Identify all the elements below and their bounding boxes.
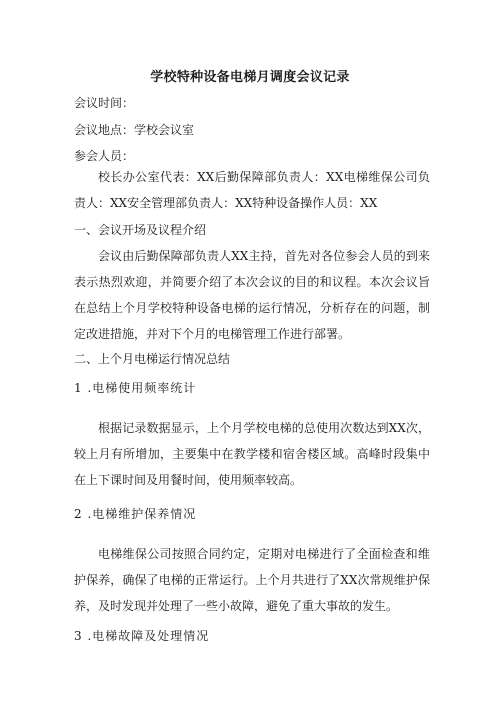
attendees-label-line: 参会人员： (74, 149, 135, 163)
section1-body-paragraph: 会议由后勤保障部负责人XX主持，首先对各位参会人员的到来表示热烈欢迎，并简要介绍了本次会议的目的和议程。本次会议旨在总结上个月学校特种设备电梯的运行情况，分析存在的问题，制定改进措施，并对下个月的电梯管理工作进行部署。 (74, 249, 430, 341)
section2-heading: 二、上个月电梯运行情况总结 (74, 352, 231, 366)
subsection3-heading: 3 .电梯故障及处理情况 (74, 629, 210, 643)
subsection2-heading: 2 .电梯维护保养情况 (74, 507, 197, 521)
subsection2-body-paragraph: 电梯维保公司按照合同约定，定期对电梯进行了全面检查和维护保养，确保了电梯的正常运行。上个月共进行了XX次常规维护保养，及时发现并处理了一些小故障，避免了重大事故的发生。 (74, 547, 430, 613)
meeting-place-line: 会议地点：学校会议室 (74, 123, 195, 137)
attendees-list-paragraph: 校长办公室代表：XX后勤保障部负责人：XX电梯维保公司负责人：XX安全管理部负责人：XX特种设备操作人员：XX (74, 170, 430, 210)
subsection1-heading: 1 .电梯使用频率统计 (74, 381, 197, 395)
document-title: 学校特种设备电梯月调度会议记录 (150, 70, 350, 85)
subsection1-body-paragraph: 根据记录数据显示，上个月学校电梯的总使用次数达到XX次，较上月有所增加，主要集中在教学楼和宿舍楼区域。高峰时段集中在上下课时间及用餐时间，使用频率较高。 (74, 421, 430, 487)
meeting-time-line: 会议时间： (74, 96, 135, 110)
section1-heading: 一、会议开场及议程介绍 (74, 223, 207, 237)
